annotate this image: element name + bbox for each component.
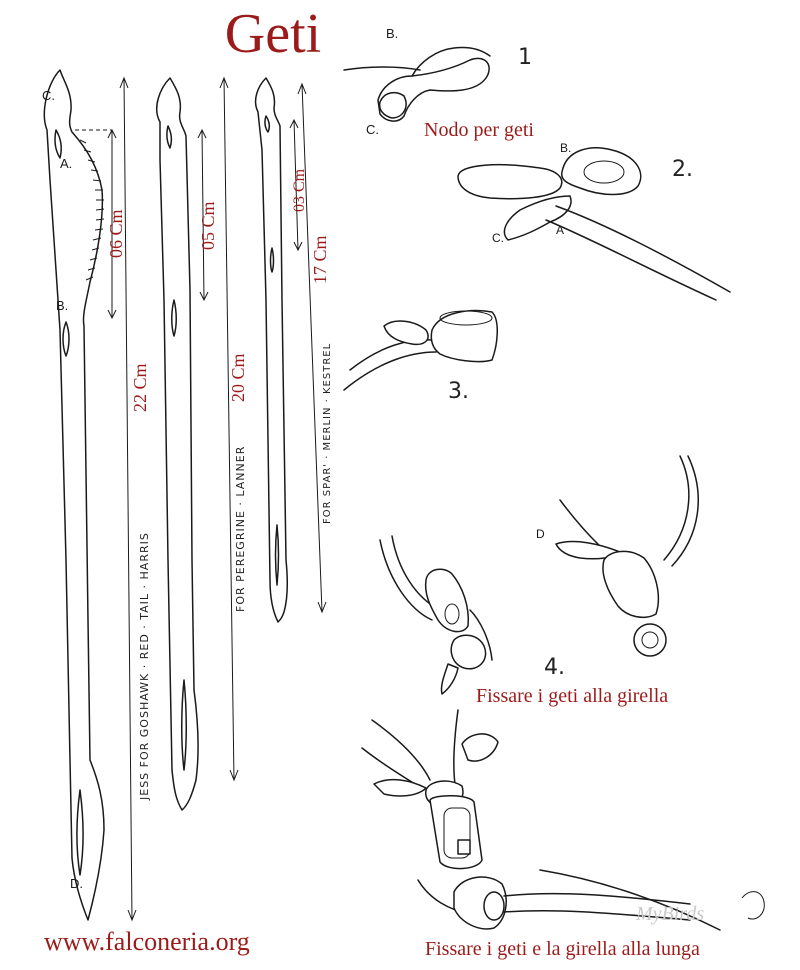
watermark: MyBirds xyxy=(636,903,705,925)
website-url[interactable]: www.falconeria.org xyxy=(44,927,250,956)
step5-strap-c xyxy=(454,710,458,790)
jess-small-label: FOR SPAR' · MERLIN · KESTREL xyxy=(322,342,333,524)
total-length-medium: 20 Cm xyxy=(228,353,248,402)
step5-leash-ring xyxy=(484,892,504,920)
step1-end xyxy=(380,93,406,118)
step1-number: 1 xyxy=(518,45,532,70)
step4-left-knot xyxy=(451,635,485,669)
jess-large-label: JESS FOR GOSHAWK · RED · TAIL · HARRIS xyxy=(138,532,151,800)
slit-length-small: 03 Cm xyxy=(291,168,308,212)
step4-label-d: D xyxy=(536,527,545,541)
step4-number: 4. xyxy=(544,655,565,680)
step1-label-c: C. xyxy=(366,122,379,137)
jess-small xyxy=(256,78,333,622)
slit-d xyxy=(77,790,83,875)
step2-label-a: A xyxy=(556,223,565,237)
step-2 xyxy=(458,141,730,300)
step4-caption: Fissare i geti alla girella xyxy=(476,685,669,707)
slit-small-end xyxy=(276,525,279,585)
step4-right-strap-c xyxy=(672,456,698,566)
slit-medium-mid xyxy=(172,300,177,336)
slit-b xyxy=(63,322,69,356)
step2-strap-long xyxy=(556,206,730,292)
step5-tail-right xyxy=(462,734,498,761)
step4-right-swivel xyxy=(603,551,658,617)
slit-length-large: 06 Cm xyxy=(106,209,126,258)
point-label-d: D. xyxy=(70,876,83,891)
slit-length-medium: 05 Cm xyxy=(198,201,218,250)
step4-left-strap-a xyxy=(380,540,432,620)
total-length-small: 17 Cm xyxy=(310,235,330,284)
point-label-b: B. xyxy=(56,298,69,313)
jess-small-outline xyxy=(256,78,288,622)
step5-caption: Fissare i geti e la girella alla lunga xyxy=(425,938,700,960)
jess-medium xyxy=(157,78,248,810)
step3-loop xyxy=(431,311,497,362)
step-3 xyxy=(344,311,497,404)
jess-large xyxy=(42,70,151,920)
step2-strap-long-2 xyxy=(546,220,716,300)
point-label-a: A. xyxy=(60,156,73,171)
step1-label-b: B. xyxy=(386,26,399,41)
slit-medium-end xyxy=(182,680,187,770)
step5-tail-left xyxy=(374,780,426,796)
step2-number: 2. xyxy=(672,157,693,182)
step1-strap-tail xyxy=(344,67,420,70)
watermark-bird-icon xyxy=(742,892,764,919)
step4-left-swivel xyxy=(426,569,469,631)
step5-strap-a xyxy=(372,720,430,780)
jess-medium-outline xyxy=(157,78,198,810)
step4-left-tail xyxy=(441,664,458,694)
step4-right-ring xyxy=(634,624,666,656)
step3-strap-b xyxy=(344,352,436,390)
slit-small-mid xyxy=(271,248,274,272)
step2-left-loop xyxy=(458,165,562,199)
step4-right-strap-b xyxy=(664,456,689,560)
point-label-c: C. xyxy=(42,88,55,103)
step-1 xyxy=(344,26,534,141)
total-length-large: 22 Cm xyxy=(130,363,150,412)
step3-knot xyxy=(384,321,428,344)
total-length-arrow-large xyxy=(120,78,136,920)
step2-label-b: B. xyxy=(560,141,572,155)
step3-number: 3. xyxy=(448,379,469,404)
page-title: Geti xyxy=(224,3,322,65)
step-4 xyxy=(380,456,698,707)
jess-large-outline xyxy=(44,70,104,920)
jess-medium-label: FOR PEREGRINE · LANNER xyxy=(234,445,247,612)
step2-right-loop xyxy=(562,148,641,195)
total-length-arrow-medium xyxy=(220,78,238,780)
step2-label-c: C. xyxy=(492,231,504,245)
step5-swivel-pin xyxy=(458,840,470,854)
step1-caption: Nodo per geti xyxy=(424,119,534,141)
